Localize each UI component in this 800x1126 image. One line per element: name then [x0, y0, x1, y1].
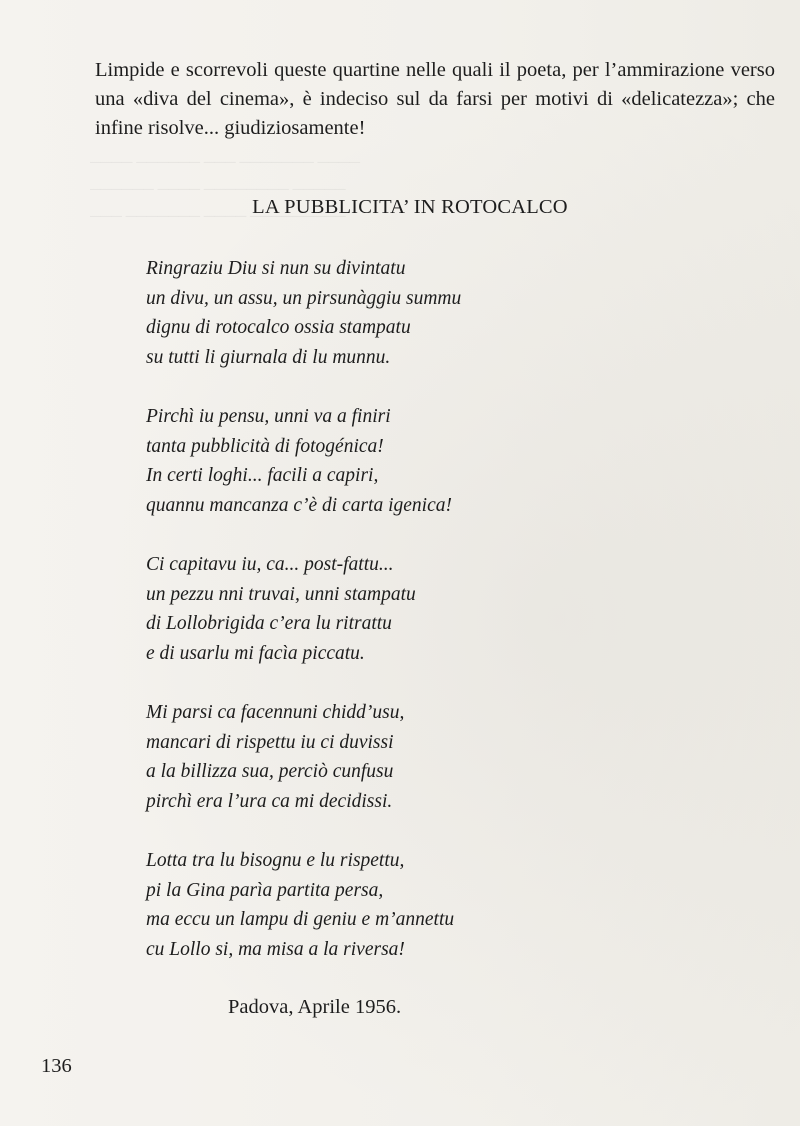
poem-line: Ci capitavu iu, ca... post-fattu...	[146, 554, 394, 575]
stanza	[146, 698, 666, 816]
poem-title: LA PUBBLICITA’ IN ROTOCALCO	[252, 196, 568, 218]
poem-line: Lotta tra lu bisognu e lu rispettu,	[146, 850, 405, 871]
poem-line: di Lollobrigida c’era lu ritrattu	[146, 613, 392, 634]
page-number: 136	[41, 1055, 72, 1077]
poem-line: cu Lollo si, ma misa a la riversa!	[146, 938, 405, 960]
poem-line: mancari di rispettu iu ci duvissi	[146, 731, 394, 753]
poem-line: quannu mancanza c’è di carta igenica!	[146, 494, 452, 516]
show-through-texture: ──── ────── ─── ─────── ──── ────── ──── ──────── ───── ─── ─────── ──── ─────────	[90, 155, 361, 225]
poem-line: su tutti li giurnala di lu munnu.	[146, 346, 391, 368]
poem-line: un pezzu nni truvai, unni stampatu	[146, 583, 416, 605]
poem-line: un divu, un assu, un pirsunàggiu summu	[146, 287, 462, 309]
stanza	[146, 846, 666, 964]
poem-line: a la billizza sua, perciò cunfusu	[146, 761, 394, 782]
poem-line: Pirchì iu pensu, unni va a finiri	[146, 406, 391, 427]
poem-line: Ringraziu Diu si nun su divintatu	[146, 258, 406, 279]
stanza	[146, 254, 666, 372]
poem-line: tanta pubblicità di fotogénica!	[146, 435, 384, 457]
introductory-paragraph	[95, 56, 775, 143]
poem-line: ma eccu un lampu di geniu e m’annettu	[146, 909, 455, 930]
poem-line: dignu di rotocalco ossia stampatu	[146, 317, 411, 338]
poem-line: e di usarlu mi facìa piccatu.	[146, 642, 365, 664]
poem-line: Mi parsi ca facennuni chidd’usu,	[146, 702, 405, 723]
intro-text: Limpide e scorrevoli queste quartine nelle quali il poeta, per l’ammirazione verso una «diva del cinema», è indeciso sul da farsi per motivi di «delicatezza»; che infine risolve... giudiziosamente!	[95, 59, 775, 139]
poem-line: pirchì era l’ura ca mi decidissi.	[146, 790, 393, 812]
poem-body	[146, 254, 666, 994]
stanza	[146, 550, 666, 668]
place-and-date: Padova, Aprile 1956.	[228, 996, 402, 1018]
poem-line: In certi loghi... facili a capiri,	[146, 465, 379, 486]
stanza	[146, 402, 666, 520]
poem-line: pi la Gina parìa partita persa,	[146, 879, 384, 901]
